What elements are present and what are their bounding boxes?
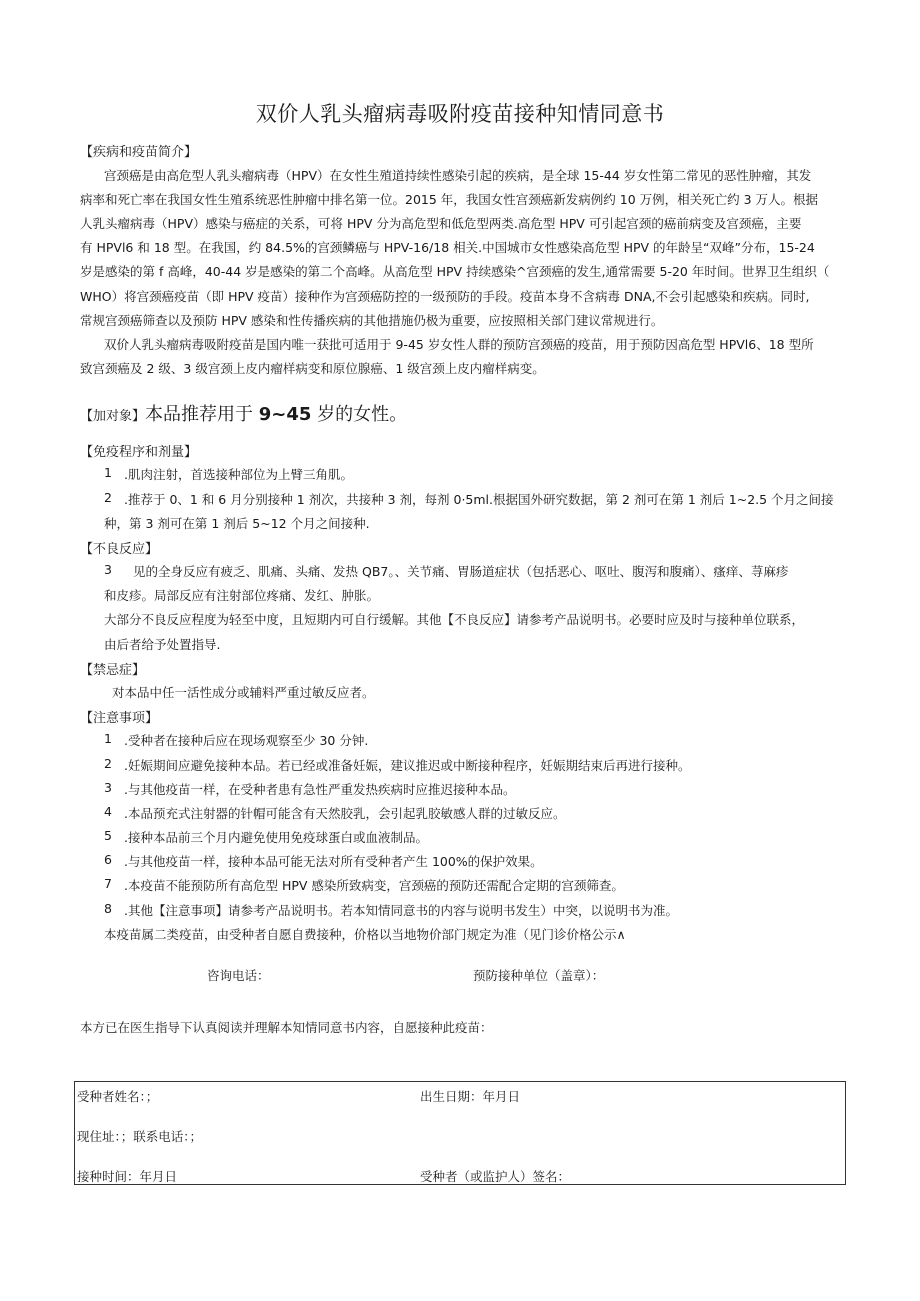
notes-item-text: .妊娠期间应避免接种本品。若已经或准备妊娠，建议推迟或中断接种程序，妊娠期结束后再进行接种。 xyxy=(124,758,691,773)
consult-phone-label: 咨询电话： xyxy=(207,968,270,983)
schedule-item-text: .肌肉注射，首选接种部位为上臂三角肌。 xyxy=(124,467,353,482)
schedule-heading: 【免疫程序和剂量】 xyxy=(80,445,198,460)
intro-line: 宫颈癌是由高危型人乳头瘤病毒（HPV）在女性生殖道持续性感染引起的疾病，是全球 15-44 岁女性第二常见的恶性肿瘤，其发 xyxy=(104,168,812,183)
notes-item-number: 2 xyxy=(104,756,112,771)
consent-statement: 本方已在医生指导下认真阅读并理解本知情同意书内容，自愿接种此疫苗： xyxy=(80,1020,493,1035)
vaccination-unit-label: 预防接种单位（盖章）： xyxy=(473,968,605,983)
notes-heading: 【注意事项】 xyxy=(80,711,159,726)
notes-item-number: 4 xyxy=(104,804,112,819)
vaccination-time-field: 接种时间：年月日 xyxy=(77,1169,178,1184)
notes-item-number: 7 xyxy=(104,876,112,891)
notes-item-text: .与其他疫苗一样，在受种者患有急性严重发热疾病时应推迟接种本品。 xyxy=(124,782,516,797)
notes-item-text: .本品预充式注射器的针帽可能含有天然胶乳，会引起乳胶敏感人群的过敏反应。 xyxy=(124,806,566,821)
adverse-line: 见的全身反应有疲乏、肌痛、头痛、发热 QB7。、关节痛、胃肠道症状（包括恶心、呕吐、腹泻和腹痛）、瘙痒、荨麻疹 xyxy=(133,564,789,579)
adverse-line: 大部分不良反应程度为轻至中度，且短期内可自行缓解。其他【不良反应】请参考产品说明书。必要时应及时与接种单位联系， xyxy=(104,612,805,627)
address-phone-field: 现住址：；联系电话：； xyxy=(77,1129,203,1144)
schedule-item-text: .推荐于 0、1 和 6 月分别接种 1 剂次，共接种 3 剂，每剂 0·5ml.根据国外研究数据，第 2 剂可在第 1 剂后 1~2.5 个月之间接 xyxy=(124,492,834,507)
notes-item-number: 8 xyxy=(104,901,112,916)
price-note: 本疫苗属二类疫苗，由受种者自愿自费接种，价格以当地物价部门规定为准（见门诊价格公示∧ xyxy=(104,927,626,942)
notes-item-text: .本疫苗不能预防所有高危型 HPV 感染所致病变，宫颈癌的预防还需配合定期的宫颈筛查。 xyxy=(124,878,624,893)
adverse-heading: 【不良反应】 xyxy=(80,542,159,557)
intro-line: 致宫颈癌及 2 级、3 级宫颈上皮内瘤样病变和原位腺癌、1 级宫颈上皮内瘤样病变。 xyxy=(80,361,545,376)
intro-line: 双价人乳头瘤病毒吸附疫苗是国内唯一获批可适用于 9-45 岁女性人群的预防宫颈癌的疫苗，用于预防因高危型 HPVl6、18 型所 xyxy=(104,337,814,352)
notes-item-number: 3 xyxy=(104,780,112,795)
notes-item-text: .受种者在接种后应在现场观察至少 30 分钟. xyxy=(124,733,369,748)
target-text: 本品推荐用于 xyxy=(145,404,254,425)
signature-field: 受种者（或监护人）签名： xyxy=(420,1169,571,1184)
contraindications-heading: 【禁忌症】 xyxy=(80,663,146,678)
intro-line: 岁是感染的第 f 高峰，40-44 岁是感染的第二个高峰。从高危型 HPV 持续感染^宫颈癌的发生,通常需要 5-20 年时间。世界卫生组织（ xyxy=(80,264,830,279)
target-population xyxy=(80,400,407,426)
adverse-number: 3 xyxy=(104,562,112,577)
birth-date-field: 出生日期：年月日 xyxy=(420,1089,521,1104)
schedule-item-continuation: 种，第 3 剂可在第 1 剂后 5~12 个月之间接种. xyxy=(104,516,370,531)
contraindications-text: 对本品中任一活性成分或辅料严重过敏反应者。 xyxy=(112,685,375,700)
notes-item-text: .与其他疫苗一样，接种本品可能无法对所有受种者产生 100%的保护效果。 xyxy=(124,854,543,869)
notes-item-number: 5 xyxy=(104,828,112,843)
schedule-item-number: 2 xyxy=(104,490,112,505)
target-label: 【加对象】 xyxy=(80,409,146,424)
intro-line: 人乳头瘤病毒（HPV）感染与癌症的关系，可将 HPV 分为高危型和低危型两类.高危型 HPV 可引起宫颈的癌前病变及宫颈癌，主要 xyxy=(80,216,802,231)
intro-line: 病率和死亡率在我国女性生殖系统恶性肿瘤中排名第一位。2015 年，我国女性宫颈癌新发病例约 10 万例，相关死亡约 3 万人。根据 xyxy=(80,192,819,207)
intro-heading: 【疾病和疫苗简介】 xyxy=(80,145,198,160)
adverse-line: 由后者给予处置指导. xyxy=(104,637,221,652)
intro-line: 常规宫颈癌筛查以及预防 HPV 感染和性传播疾病的其他措施仍极为重要，应按照相关部门建议常规进行。 xyxy=(80,313,664,328)
schedule-item-number: 1 xyxy=(104,465,112,480)
recipient-name-field: 受种者姓名：； xyxy=(77,1089,159,1104)
document-title: 双价人乳头瘤病毒吸附疫苗接种知情同意书 xyxy=(255,102,665,126)
notes-item-text: .其他【注意事项】请参考产品说明书。若本知情同意书的内容与说明书发生）中突，以说明书为准。 xyxy=(124,903,678,918)
notes-item-number: 6 xyxy=(104,852,112,867)
target-age: 9~45 xyxy=(258,404,312,425)
notes-item-text: .接种本品前三个月内避免使用免疫球蛋白或血液制品。 xyxy=(124,830,428,845)
recipient-info-form xyxy=(74,1081,846,1185)
intro-line: WHO）将宫颈癌疫苗（即 HPV 疫苗）接种作为宫颈癌防控的一级预防的手段。疫苗本身不含病毒 DNA,不会引起感染和疾病。同时, xyxy=(80,289,810,304)
intro-line: 有 HPVl6 和 18 型。在我国，约 84.5%的宫颈鳞癌与 HPV-16/18 相关.中国城市女性感染高危型 HPV 的年龄呈“双峰”分布，15-24 xyxy=(80,240,815,255)
adverse-line: 和皮疹。局部反应有注射部位疼痛、发红、肿胀。 xyxy=(104,588,380,603)
notes-item-number: 1 xyxy=(104,731,112,746)
target-suffix: 岁的女性。 xyxy=(317,404,408,425)
